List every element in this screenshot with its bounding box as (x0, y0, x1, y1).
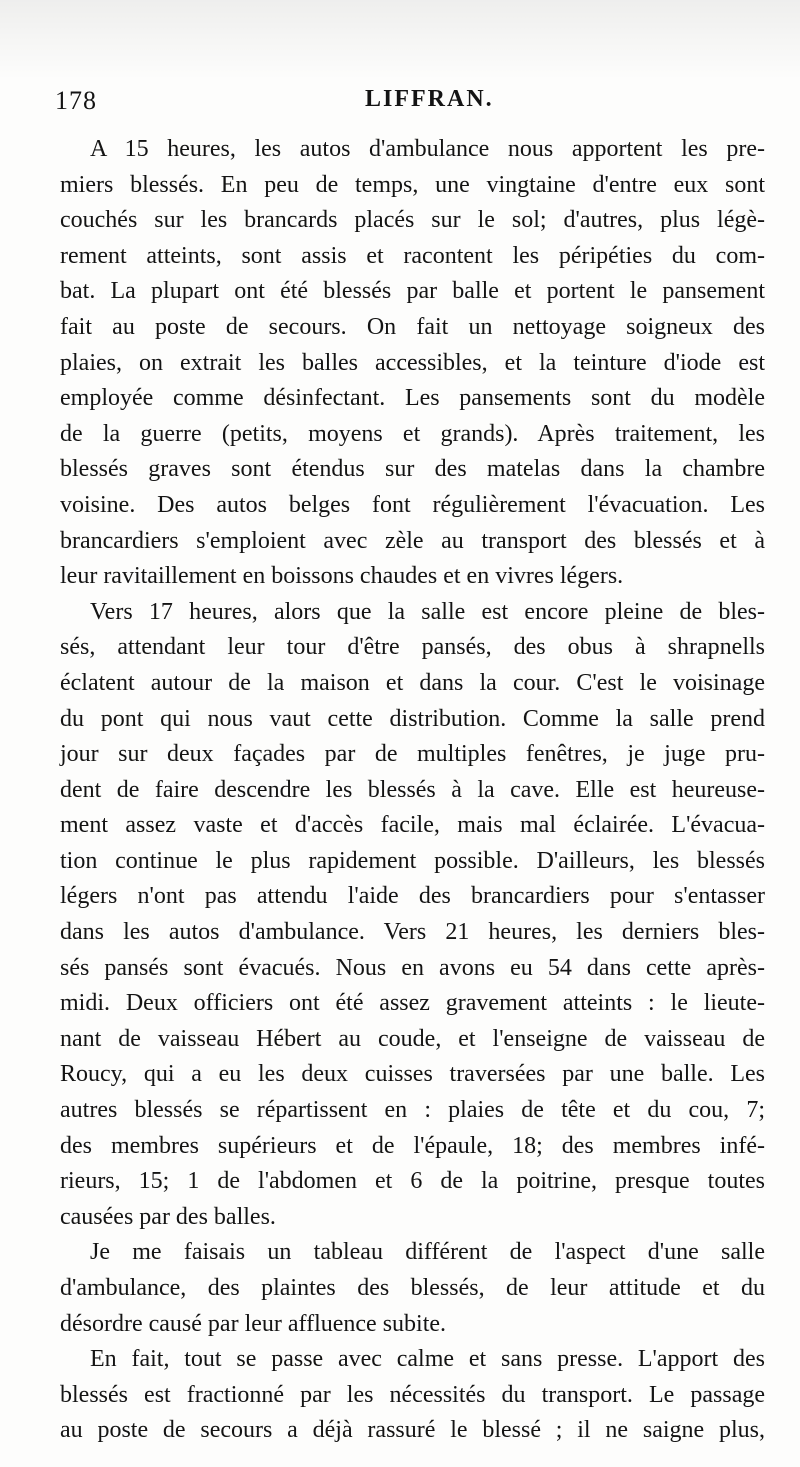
text-line: dent de faire descendre les blessés à la cave. Elle est heureuse- (60, 776, 765, 803)
text-line: miers blessés. En peu de temps, une vingtaine d'entre eux sont (60, 171, 765, 198)
text-line: sés, attendant leur tour d'être pansés, des obus à shrapnells (60, 634, 765, 661)
text-line: blessés est fractionné par les nécessités du transport. Le passage (60, 1381, 765, 1408)
text-line: Je me faisais un tableau différent de l'aspect d'une salle (90, 1239, 765, 1266)
text-line: au poste de secours a déjà rassuré le blessé ; il ne saigne plus, (60, 1417, 765, 1444)
paragraph-1 (60, 132, 765, 595)
text-line: de la guerre (petits, moyens et grands). Après traitement, les (60, 420, 765, 447)
text-line: bat. La plupart ont été blessés par balle et portent le pansement (60, 278, 765, 305)
text-line: rieurs, 15; 1 de l'abdomen et 6 de la poitrine, presque toutes (60, 1168, 765, 1195)
text-line: midi. Deux officiers ont été assez gravement atteints : le lieute- (60, 990, 765, 1017)
text-line: désordre causé par leur affluence subite. (60, 1310, 447, 1337)
text-line: sés pansés sont évacués. Nous en avons eu 54 dans cette après- (60, 954, 765, 981)
paragraph-4 (60, 1342, 765, 1449)
text-line: En fait, tout se passe avec calme et sans presse. L'apport des (90, 1346, 765, 1373)
text-line: ment assez vaste et d'accès facile, mais mal éclairée. L'évacua- (60, 812, 765, 839)
page-number: 178 (55, 86, 97, 115)
page-header (55, 82, 770, 122)
running-head: LIFFRAN. (365, 86, 494, 112)
text-line: plaies, on extrait les balles accessibles, et la teinture d'iode est (60, 349, 765, 376)
body-text (60, 132, 765, 1449)
text-line: dans les autos d'ambulance. Vers 21 heures, les derniers bles- (60, 919, 765, 946)
text-line: Roucy, qui a eu les deux cuisses traversées par une balle. Les (60, 1061, 765, 1088)
text-line: éclatent autour de la maison et dans la cour. C'est le voisinage (60, 669, 765, 696)
text-line: Vers 17 heures, alors que la salle est encore pleine de bles- (90, 598, 765, 625)
text-line: brancardiers s'emploient avec zèle au transport des blessés et à (60, 527, 765, 554)
text-line: légers n'ont pas attendu l'aide des brancardiers pour s'entasser (60, 883, 765, 910)
text-line: causées par des balles. (60, 1203, 276, 1230)
text-line: jour sur deux façades par de multiples fenêtres, je juge pru- (60, 741, 765, 768)
text-line: leur ravitaillement en boissons chaudes et en vivres légers. (60, 563, 624, 590)
text-line: couchés sur les brancards placés sur le sol; d'autres, plus légè- (60, 207, 765, 234)
text-line: autres blessés se répartissent en : plaies de tête et du cou, 7; (60, 1097, 765, 1124)
text-line: blessés graves sont étendus sur des matelas dans la chambre (60, 456, 765, 483)
text-line: voisine. Des autos belges font régulièrement l'évacuation. Les (60, 491, 765, 518)
text-line: fait au poste de secours. On fait un nettoyage soigneux des (60, 313, 765, 340)
text-line: d'ambulance, des plaintes des blessés, de leur attitude et du (60, 1275, 765, 1301)
text-line: A 15 heures, les autos d'ambulance nous apportent les pre- (90, 136, 765, 162)
text-line: nant de vaisseau Hébert au coude, et l'enseigne de vaisseau de (60, 1025, 765, 1052)
text-line: employée comme désinfectant. Les pansements sont du modèle (60, 385, 765, 412)
text-line: du pont qui nous vaut cette distribution. Comme la salle prend (60, 705, 765, 732)
paragraph-3 (60, 1235, 765, 1342)
text-line: des membres supérieurs et de l'épaule, 18; des membres infé- (60, 1132, 765, 1159)
paragraph-2 (60, 595, 765, 1236)
text-line: tion continue le plus rapidement possible. D'ailleurs, les blessés (60, 847, 765, 874)
text-line: rement atteints, sont assis et racontent les péripéties du com- (60, 242, 765, 269)
scan-shadow (0, 0, 800, 80)
